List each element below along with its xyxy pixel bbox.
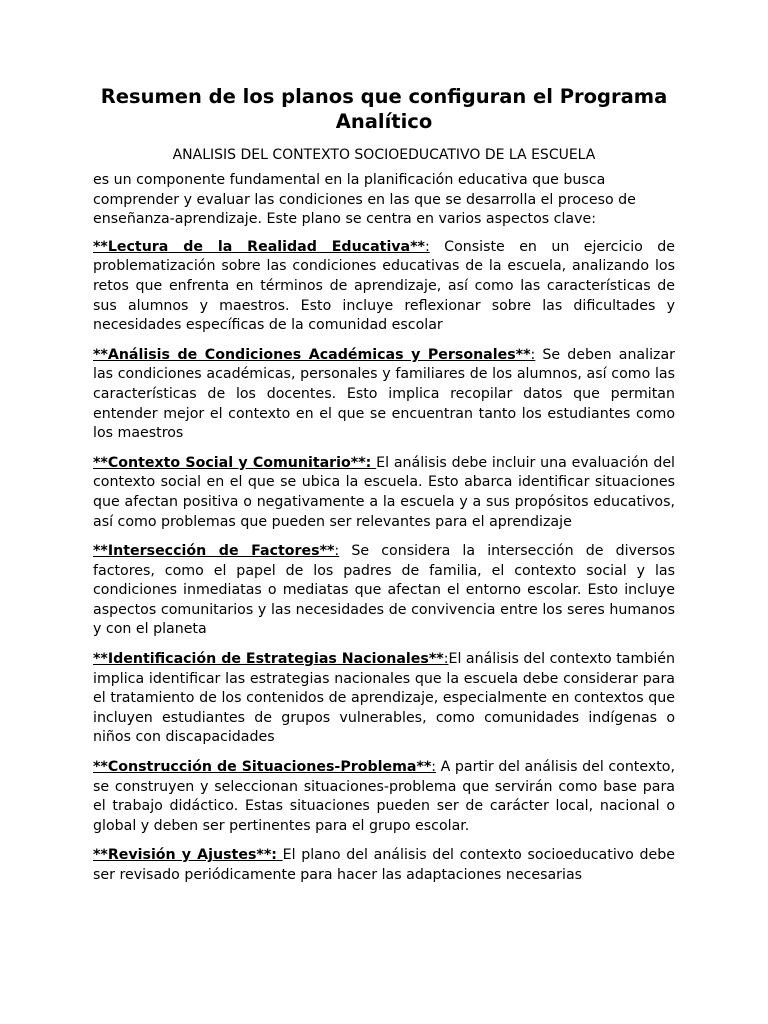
section-paragraph (93, 346, 675, 444)
section-paragraph (93, 542, 675, 640)
section-separator: : (443, 651, 449, 668)
document-title: Resumen de los planos que configuran el Programa Analítico (100, 85, 668, 133)
document-subtitle: ANALISIS DEL CONTEXTO SOCIOEDUCATIVO DE LA ESCUELA (172, 147, 596, 163)
section-heading: **Revisión y Ajustes**: (93, 847, 277, 864)
section-paragraph (93, 650, 675, 748)
section-body: El análisis del contexto también implica identificar las estrategias nacionales que la escuela debe considerar para el tratamiento de los contenidos de aprendizaje, especialmente en contextos que incluyen estudiantes de grupos vulnerables, como comunidades indígenas o niños con discapacidades (93, 651, 675, 746)
section-heading: **Contexto Social y Comunitario**: (93, 454, 372, 471)
section-separator: : (431, 759, 437, 776)
section-heading: **Análisis de Condiciones Académicas y Personales** (93, 346, 531, 363)
section-paragraph (93, 454, 675, 532)
section-heading: **Lectura de la Realidad Educativa** (93, 238, 425, 255)
document-page (93, 84, 675, 896)
section-body: Consiste en un ejercicio de problematización sobre las condiciones educativas de la escuela, analizando los retos que enfrenta en términos de aprendizaje, así como las características de sus alumnos y maestros. Esto incluye reflexionar sobre las dificultades y necesidades específicas de la comunidad escolar (93, 238, 675, 334)
section-separator: : (334, 543, 340, 560)
section-body: El análisis debe incluir una evaluación del contexto social en el que se ubica la escuela. Esto abarca identificar situaciones que afectan positiva o negativamente a la escuela y a sus propósitos educativos, así como problemas que pueden ser relevantes para el aprendizaje (93, 454, 675, 530)
section-paragraph (93, 238, 675, 336)
section-separator: : (530, 346, 536, 363)
section-body: Se considera la intersección de diversos factores, como el papel de los padres de familia, el contexto social y las condiciones inmediatas o mediatas que afectan el entorno escolar. Esto incluye aspectos comunitarios y las necesidades de convivencia entre los seres humanos y con el planeta (93, 543, 675, 638)
section-body: A partir del análisis del contexto, se construyen y seleccionan situaciones-problema que servirán como base para el trabajo didáctico. Estas situaciones pueden ser de carácter local, nacional o global y deben ser pertinentes para el grupo escolar. (93, 759, 675, 834)
section-body: El plano del análisis del contexto socioeducativo debe ser revisado periódicamente para hacer las adaptaciones necesarias (93, 847, 676, 883)
section-separator: : (424, 238, 430, 255)
section-paragraph (93, 846, 675, 885)
intro-paragraph: es un componente fundamental en la planificación educativa que busca comprender y evaluar las condiciones en las que se desarrolla el proceso de enseñanza-aprendizaje. Este plano se centra en varios aspectos clave: (93, 172, 636, 228)
section-heading: **Intersección de Factores** (93, 543, 335, 560)
section-heading: **Identificación de Estrategias Nacionales** (93, 651, 444, 668)
section-heading: **Construcción de Situaciones-Problema** (93, 759, 432, 776)
section-body: Se deben analizar las condiciones académicas, personales y familiares de los alumnos, así como las características de los docentes. Esto implica recopilar datos que permitan entender mejor el contexto en el que se encuentran tanto los estudiantes como los maestros (93, 346, 675, 442)
section-paragraph (93, 758, 675, 836)
